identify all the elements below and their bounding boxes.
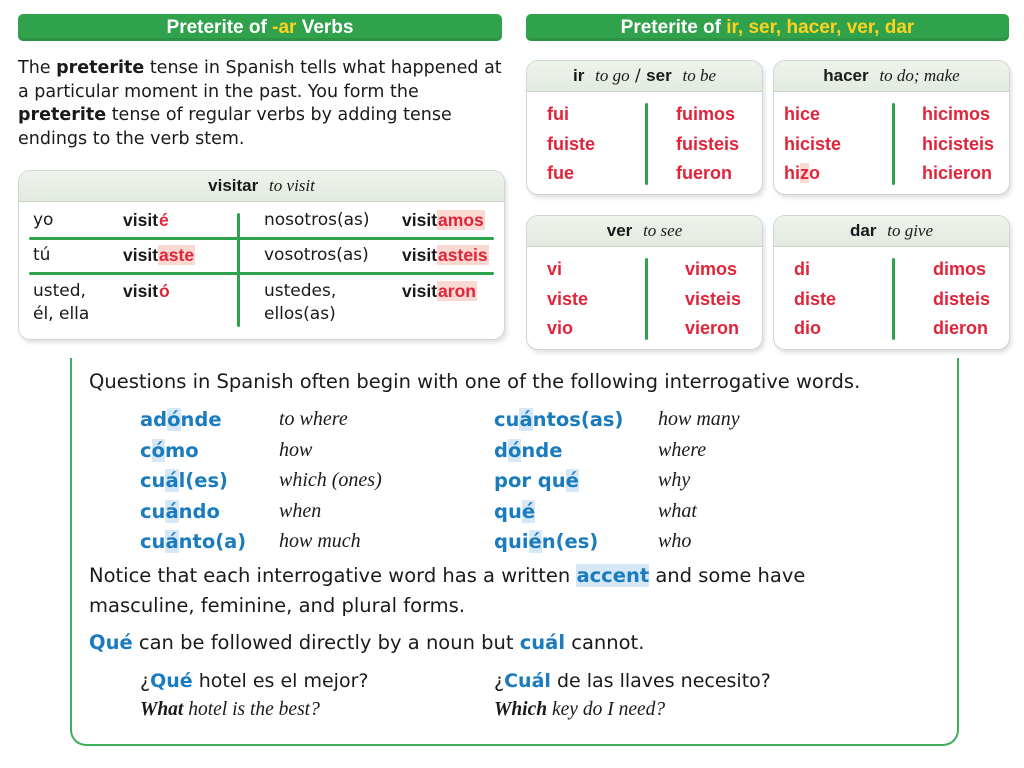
interrogative-gloss: why — [658, 469, 691, 491]
banner-irr-pre: Preterite of — [620, 17, 727, 38]
interrogative-gloss: what — [658, 499, 697, 522]
visitar-conjugation-table — [18, 170, 505, 340]
form-visitaron: visitaron — [402, 281, 476, 301]
interrogative-word: adónde — [140, 408, 222, 431]
dar-gloss: to give — [887, 221, 934, 240]
dar-verb: dar — [849, 221, 877, 240]
interrogative-word: cuánto(a) — [140, 530, 247, 553]
interrogative-gloss: how much — [279, 530, 361, 552]
banner-ar-post: Verbs — [296, 17, 354, 38]
ver-header — [527, 216, 762, 247]
pronoun-ellos: ellos(as) — [264, 304, 336, 324]
form-dieron: dieron — [933, 318, 989, 338]
pronoun-nosotros: nosotros(as) — [264, 210, 370, 230]
form-hiciste: hiciste — [784, 134, 842, 154]
interrogative-word: quién(es) — [494, 530, 599, 553]
form-hicimos: hicimos — [922, 104, 991, 124]
visitar-gloss: to visit — [269, 176, 315, 195]
interrogative-word: cómo — [140, 438, 199, 462]
form-hizo: hizo — [784, 163, 820, 183]
preterite-irregular-banner — [526, 14, 1009, 41]
form-vi: vi — [547, 259, 563, 279]
interrogative-gloss: to where — [279, 408, 348, 430]
ser-gloss: to be — [682, 66, 717, 85]
form-diste: diste — [794, 289, 837, 309]
form-visito: visitó — [123, 281, 170, 301]
hacer-header — [774, 61, 1009, 92]
form-vio: vio — [547, 318, 574, 338]
form-hice: hice — [784, 104, 821, 124]
ir-ser-conjugation-box — [526, 60, 763, 195]
pronoun-vosotros: vosotros(as) — [264, 245, 369, 265]
accent-highlight: accent — [576, 564, 650, 587]
form-fuiste: fuiste — [547, 134, 596, 154]
intro-text-2: tense in Spanish tells what happened at a particular moment in the past. You form the — [18, 58, 502, 102]
interrogative-gloss: which (ones) — [279, 469, 382, 491]
table-divider-v — [237, 213, 240, 327]
hacer-conjugation-box — [773, 60, 1010, 195]
dar-header — [774, 216, 1009, 247]
dar-divider — [892, 258, 895, 340]
intro-paragraph — [18, 57, 506, 151]
cual-word: cuál — [519, 631, 566, 654]
notice-line-2: masculine, feminine, and plural forms. — [89, 594, 466, 617]
intro-text-3: tense of regular verbs by adding tense endings to the verb stem. — [18, 105, 452, 149]
hacer-divider — [892, 103, 895, 185]
banner-irr-highlight: ir, ser, hacer, ver, dar — [726, 17, 915, 38]
intro-bold-1: preterite — [56, 58, 145, 78]
dar-conjugation-box — [773, 215, 1010, 350]
que-word: Qué — [89, 631, 133, 654]
ir-verb: ir — [572, 66, 585, 85]
example-cual-spanish: ¿Cuál de las llaves necesito? — [494, 670, 771, 692]
ir-ser-header — [527, 61, 762, 92]
form-dimos: dimos — [933, 259, 987, 279]
form-hicisteis: hicisteis — [922, 134, 995, 154]
form-fuimos: fuimos — [676, 104, 736, 124]
interrogatives-panel — [70, 358, 959, 746]
form-visitamos: visitamos — [402, 210, 484, 230]
interrogative-gloss: how — [279, 438, 313, 461]
form-visite: visité — [123, 210, 169, 230]
form-vieron: vieron — [685, 318, 740, 338]
interrogative-word: por qué — [494, 469, 579, 492]
banner-ar-pre: Preterite of — [166, 17, 273, 38]
visitar-verb: visitar — [208, 176, 259, 195]
form-fui: fui — [547, 104, 569, 124]
banner-ar-highlight: -ar — [272, 17, 297, 38]
pronoun-ustedes: ustedes, — [264, 281, 337, 301]
example-cual-english: Which key do I need? — [494, 699, 666, 720]
visitar-table-header — [19, 171, 504, 202]
table-divider-h1 — [29, 237, 494, 240]
table-divider-h2 — [29, 272, 494, 275]
que-cual-rule: Qué can be followed directly by a noun but cuál cannot. — [89, 631, 645, 654]
hacer-verb: hacer — [823, 66, 869, 85]
example-que-english: What hotel is the best? — [140, 699, 320, 720]
ir-gloss: to go — [595, 66, 630, 85]
pronoun-el-ella: él, ella — [33, 304, 90, 324]
ver-gloss: to see — [643, 221, 683, 240]
notice-line-1: Notice that each interrogative word has a written accent and some have — [89, 564, 806, 587]
ver-divider — [645, 258, 648, 340]
intro-bold-2: preterite — [18, 105, 107, 125]
ir-ser-separator: / — [635, 66, 641, 86]
form-di: di — [794, 259, 810, 279]
preterite-ar-banner — [18, 14, 502, 41]
form-visitaste: visitaste — [123, 245, 195, 265]
form-visitasteis: visitasteis — [402, 245, 488, 265]
interrogative-gloss: where — [658, 438, 707, 461]
form-dio: dio — [794, 318, 821, 338]
intro-text-1: The — [18, 58, 57, 78]
ver-verb: ver — [606, 221, 633, 240]
questions-intro: Questions in Spanish often begin with one of the following interrogative words. — [89, 370, 861, 393]
interrogative-word: cuándo — [140, 499, 220, 523]
form-viste: viste — [547, 289, 589, 309]
form-fue: fue — [547, 163, 574, 183]
ser-verb: ser — [646, 66, 672, 85]
ver-conjugation-box — [526, 215, 763, 350]
pronoun-yo: yo — [33, 210, 54, 230]
example-que-spanish: ¿Qué hotel es el mejor? — [140, 670, 369, 692]
form-fuisteis: fuisteis — [676, 134, 740, 154]
interrogative-word: cuál(es) — [140, 469, 228, 492]
interrogative-word: dónde — [494, 438, 563, 462]
pronoun-usted: usted, — [33, 281, 86, 301]
form-visteis: visteis — [685, 289, 742, 309]
interrogative-gloss: who — [658, 530, 692, 552]
hacer-gloss: to do; make — [879, 66, 960, 85]
form-disteis: disteis — [933, 289, 991, 309]
interrogative-gloss: when — [279, 499, 322, 522]
ir-ser-divider — [645, 103, 648, 185]
form-hicieron: hicieron — [922, 163, 993, 183]
form-vimos: vimos — [685, 259, 738, 279]
interrogative-gloss: how many — [658, 408, 740, 430]
form-fueron: fueron — [676, 163, 732, 183]
pronoun-tu: tú — [33, 245, 51, 265]
interrogative-word: cuántos(as) — [494, 408, 624, 431]
interrogative-word: qué — [494, 499, 536, 523]
